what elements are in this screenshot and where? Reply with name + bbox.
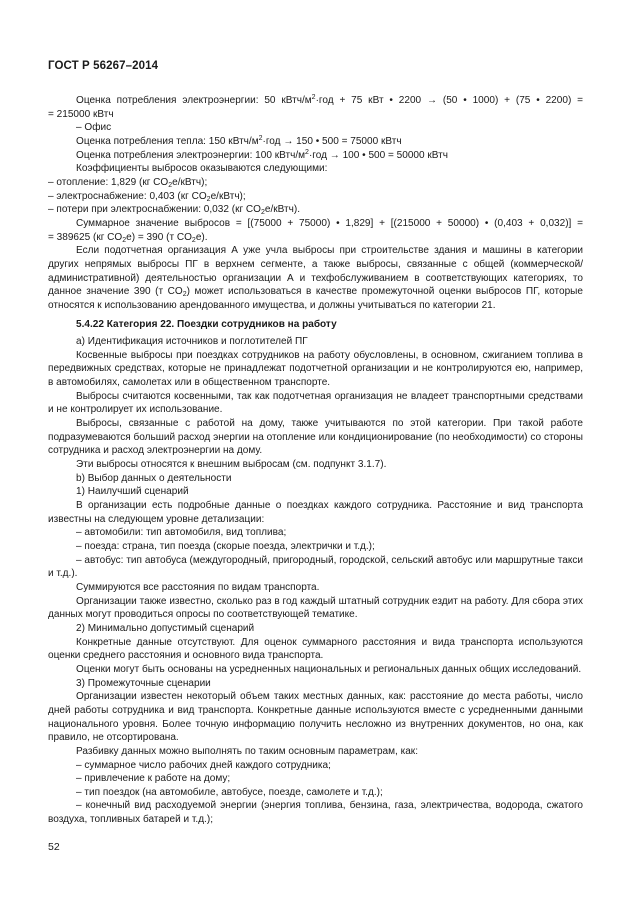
scenario-3-title: 3) Промежуточные сценарии	[76, 677, 211, 689]
coefficients-intro: Коэффициенты выбросов оказываются следующими:	[76, 163, 328, 175]
subsection-b: b) Выбор данных о деятельности	[76, 472, 232, 484]
list-item: – суммарное число рабочих дней каждого сотрудника;	[76, 759, 331, 771]
calc-line-electric: Оценка потребления электроэнергии: 100 кВтч/$м^2\cdot год \to 100$ • 500 = 50000 кВтч	[76, 148, 448, 161]
paragraph-estimates: Оценки могут быть основаны на усредненных национальных и региональных данных общих исследований.	[76, 663, 582, 675]
coef-heating: – отопление: 1,829 (кг $CO_2е/кВтч$);	[48, 176, 208, 189]
calc-line-1: Оценка потребления электроэнергии: 50 кВтч/$м^2\cdot год + 75$ кВт • 2200 → (50 • 1000) + (75 • 2200) =	[76, 94, 584, 106]
document-body	[48, 94, 583, 827]
total-emissions-line-1: Суммарное значение выбросов = [(75000 + 75000) • 1,829] + [(215000 + 50000) • (0,403 + 0,032)] =	[76, 217, 583, 229]
calc-line-2: = 215000 кВтч	[48, 108, 114, 120]
scenario-1-title: 1) Наилучший сценарий	[76, 486, 189, 498]
paragraph-home-work: Выбросы, связанные с работой на дому, также учитываются по этой категории. При такой работе подразумеваются больший расход энергии на отопление или кондиционирование (по необходимости) со стороны сотрудника и расход электроэнергии на дому.	[48, 418, 583, 457]
paragraph-external: Эти выбросы относятся к внешним выбросам (см. подпункт 3.1.7).	[76, 459, 387, 471]
list-item: – автобус: тип автобуса (междугородный, пригородный, городской, сельский автобус или маршрутные такси и т.д.).	[48, 554, 583, 580]
paragraph-sum: Суммируются все расстояния по видам транспорта.	[76, 581, 320, 593]
calc-line-heat: Оценка потребления тепла: 150 кВтч/$м^2\cdot год \to 150$ • 500 = 75000 кВтч	[76, 134, 402, 147]
office-item: – Офис	[76, 122, 112, 134]
paragraph-no-data: Конкретные данные отсутствуют. Для оценок суммарного расстояния и вида транспорта используются оценки среднего расстояния и основного вида транспорта.	[48, 636, 583, 662]
list-item: – конечный вид расходуемой энергии (энергия топлива, бензина, газа, электричества, водорода, сжатого воздуха, топливных батарей и т.д.);	[48, 800, 583, 826]
list-item: – привлечение к работе на дому;	[76, 773, 231, 785]
list-item: – поезда: страна, тип поезда (скорые поезда, электрички и т.д.);	[76, 541, 375, 552]
paragraph-breakdown: Разбивку данных можно выполнять по таким основным параметрам, как:	[76, 745, 418, 757]
total-emissions-line-2: = 389625 (кг $CO_2е) = 390$ (т $CO_2е$).	[48, 231, 208, 244]
scenario-2-title: 2) Минимально допустимый сценарий	[76, 622, 255, 634]
page-number: 52	[48, 841, 60, 853]
document-header: ГОСТ Р 56267–2014	[48, 60, 159, 72]
coef-losses: – потери при электроснабжении: 0,032 (кг $CO_2е/кВтч$).	[48, 204, 301, 217]
coef-electricity: – электроснабжение: 0,403 (кг $CO_2е/кВтч$);	[48, 190, 246, 203]
list-item: – автомобили: тип автомобиля, вид топлива;	[76, 527, 287, 539]
paragraph-trips: Организации также известно, сколько раз в год каждый штатный сотрудник ездит на работу. Для сбора этих данных могут проводиться опросы по соответствующей тематике.	[48, 595, 583, 621]
paragraph-detail: В организации есть подробные данные о поездках каждого сотрудника. Расстояние и вид транспорта известны на следующем уровне детализации:	[48, 500, 583, 525]
paragraph-indirect-reason: Выбросы считаются косвенными, так как подотчетная организация не владеет транспортными средствами и не контролирует их использование.	[48, 390, 583, 416]
list-item: – тип поездок (на автомобиле, автобусе, поезде, самолете и т.д.);	[76, 786, 383, 798]
section-title: 5.4.22 Категория 22. Поездки сотрудников на работу	[76, 318, 337, 330]
subsection-a: а) Идентификация источников и поглотителей ПГ	[76, 336, 308, 348]
paragraph-indirect: Косвенные выбросы при поездках сотрудников на работу обусловлены, в основном, сжиганием топлива в передвижных средствах, которые не принадлежат подотчетной организации и не контролируются ею, например, в автомобилях, самолетах или в общественном транспорте.	[48, 349, 583, 389]
paragraph-local-data: Организации известен некоторый объем таких местных данных, как: расстояние до места работы, число дней работы сотрудника и вид транспорта. Конкретные данные используются вместе с усредненными данными национального уровня. Более точную информацию получить несложно из внутренних документов, но она, как правило, не отсортирована.	[48, 691, 583, 744]
paragraph-org-a: Если подотчетная организация А уже учла выбросы при строительстве здания и машины в категории других непрямых выбросы ПГ в верхнем сегменте, а также выбросы, связанные с общей (коммерческой/административной) деятельностью организации А и техфобслуживанием в соответствующих категориях, то данное значение 390 (т $CO_2$) может использоваться в качестве промежуточной оценки выбросов ПГ, которые относятся к использованию арендованного имущества, и должны учитываться по категории 21.	[48, 245, 583, 311]
